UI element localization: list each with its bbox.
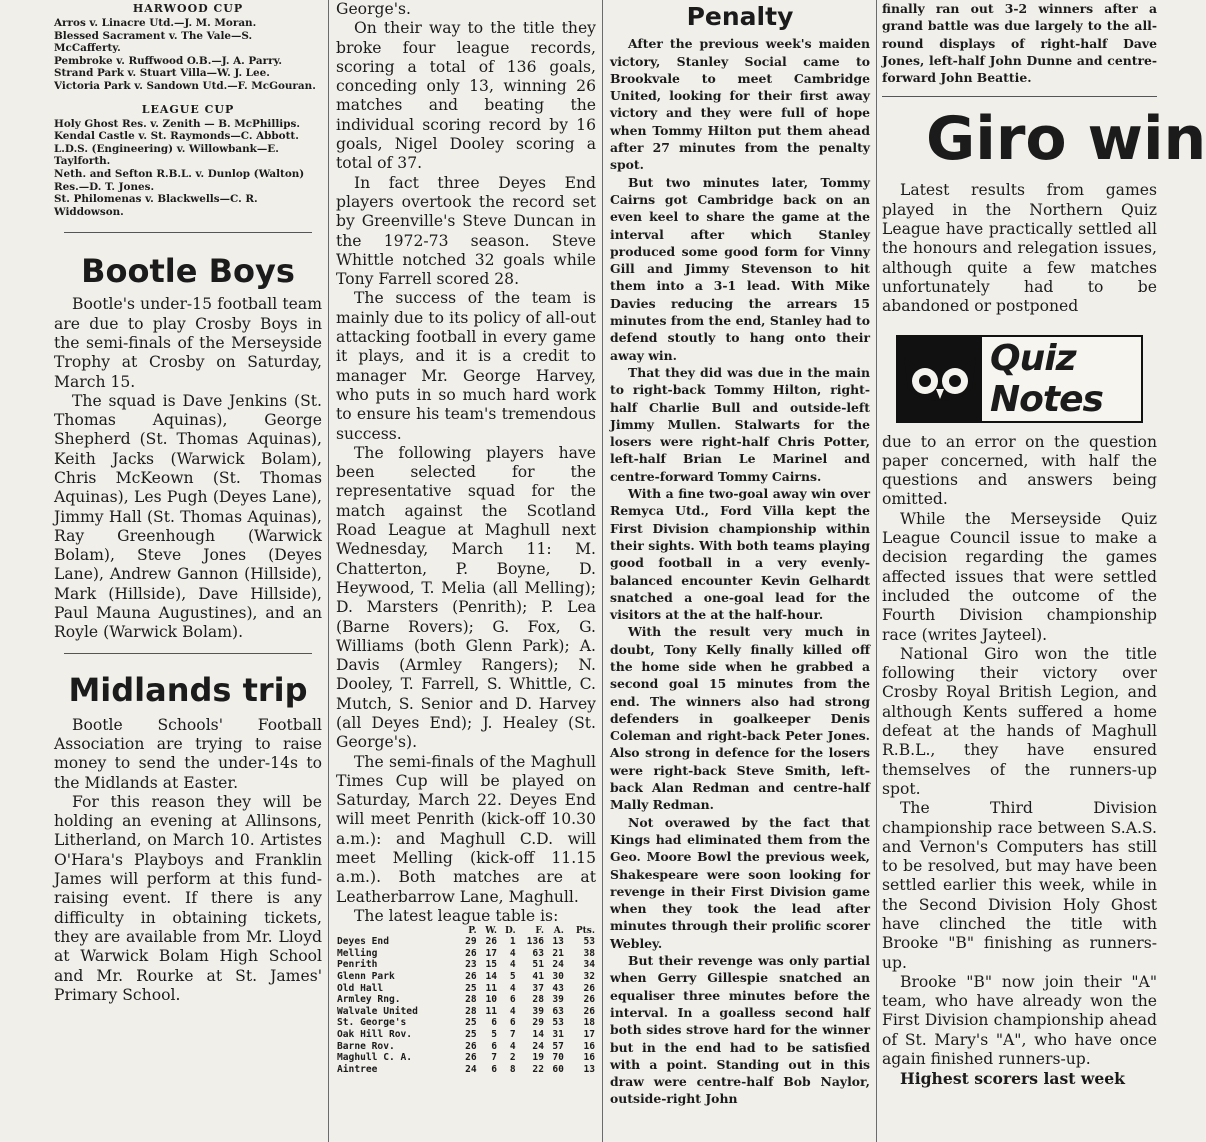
stat-cell: 53 — [583, 936, 595, 948]
article-paragraph: The success of the team is mainly due to its policy of all-out attacking football in every game it plays, and it is a credit to manager Mr. George Harvey, who puts in so much hard work to ensure his team's tremendous success. — [336, 289, 596, 443]
header-cell: D. — [504, 926, 516, 937]
league-table-header — [336, 926, 596, 936]
stat-cell: 7 — [491, 1052, 498, 1064]
stat-cell: 7 — [509, 1029, 516, 1040]
stat-cell: 43 — [552, 982, 564, 994]
league-table-row — [336, 994, 596, 1006]
header-cell: Pts. — [575, 926, 595, 937]
article-paragraph: Bootle's under-15 football team are due to play Crosby Boys in the semi-finals of the Merseyside Trophy at Crosby on Saturday, March 15. — [54, 295, 322, 391]
stat-cell: 4 — [509, 1005, 516, 1017]
stat-cell: 29 — [465, 936, 477, 948]
stat-cell: 24 — [552, 959, 564, 971]
midlands-trip-article — [54, 716, 322, 1005]
fixture-line: L.D.S. (Engineering) v. Willowbank—E. Taylforth. — [54, 142, 279, 168]
stat-cell: 41 — [532, 971, 544, 983]
fixture-line: Kendal Castle v. St. Raymonds—C. Abbott. — [54, 130, 299, 143]
stat-cell: 57 — [552, 1040, 564, 1052]
stat-cell: 26 — [465, 971, 477, 983]
league-cup-title: LEAGUE CUP — [141, 102, 235, 116]
article-paragraph: The squad is Dave Jenkins (St. Thomas Aquinas), George Shepherd (St. Thomas Aquinas), Keith Jacks (Warwick Bolam), Chris McKeown (St. Thomas Aquinas), Les Pugh (Deyes Lane), Jimmy Hall (St. Thomas Aquinas), Ray Greenhough (Warwick Bolam), Steve Jones (Deyes Lane), Andrew Gannon (Hillside), Mark (Hillside), Dave Hillside), Paul Mauna Augustines), and an Royle (Warwick Bolam). — [54, 391, 322, 642]
league-table-row — [336, 1029, 596, 1041]
stat-cell: 10 — [485, 994, 498, 1006]
stat-cell: 13 — [552, 936, 564, 948]
stat-cell: 1 — [509, 936, 516, 948]
stat-cell: 24 — [465, 1063, 477, 1075]
stat-cell: 15 — [485, 959, 498, 971]
stat-cell: 26 — [583, 994, 595, 1006]
divider — [64, 653, 312, 654]
deyes-end-article — [336, 0, 596, 926]
stat-cell: 39 — [552, 994, 564, 1006]
league-cup-fixtures — [54, 118, 322, 219]
stat-cell: 26 — [485, 936, 498, 948]
stat-cell: 19 — [532, 1052, 544, 1064]
penalty-article — [610, 35, 870, 1107]
stat-cell: 31 — [552, 1029, 564, 1040]
team-name-cell: Armley Rng. — [337, 994, 401, 1006]
stat-cell: 26 — [465, 947, 477, 959]
article-paragraph: But two minutes later, Tommy Cairns got Cambridge back on an even keel to share the game at the interval after which Stanley produced some good form for Vinny Gill and Jimmy Stevenson to hit them into a 3-1 lead. With Mike Davies reducing the arrears 15 minutes from the end, Stanley had to defend stoutly to hang onto their away win. — [610, 174, 870, 363]
stat-cell: 6 — [491, 1063, 498, 1075]
league-table-row — [336, 983, 596, 995]
stat-cell: 18 — [583, 1017, 595, 1029]
article-paragraph: National Giro won the title following their victory over Crosby Royal British Legion, and although Kents suffered a home defeat at the hands of Maghull R.B.L., they have ensured themselves of the runners-up spot. — [882, 644, 1157, 798]
stat-cell: 37 — [532, 982, 544, 994]
article-paragraph: finally ran out 3-2 winners after a grand battle was due largely to the all-round displays of right-half Dave Jones, left-half John Dunne and centre-forward John Beattie. — [882, 1, 1157, 86]
article-paragraph: Bootle Schools' Football Association are trying to raise money to send the under-14s to the Midlands at Easter. — [54, 715, 322, 792]
article-paragraph: Latest results from games played in the Northern Quiz League have practically settled all the honours and relegation issues, although quite a few matches unfortunately had to be abandoned or postponed — [882, 181, 1157, 316]
column-rule — [876, 0, 877, 1142]
article-paragraph: George's. — [336, 0, 411, 18]
giro-win-intro — [882, 181, 1157, 316]
fixture-line: Pembroke v. Ruffwood O.B.—J. A. Parry. — [54, 54, 283, 67]
stat-cell: 24 — [532, 1040, 544, 1052]
stat-cell: 23 — [465, 959, 477, 971]
stat-cell: 63 — [532, 947, 544, 959]
divider — [64, 232, 312, 233]
stat-cell: 28 — [532, 994, 544, 1006]
article-paragraph: The semi-finals of the Maghull Times Cup will be played on Saturday, March 22. Deyes End will meet Penrith (kick-off 10.30 a.m.): and Maghull C.D. will meet Melling (kick-off 11.15 a.m.). Both matches are at Leatherbarrow Lane, Maghull. — [336, 752, 596, 906]
header-cell: P. — [468, 926, 477, 937]
stat-cell: 60 — [552, 1063, 564, 1075]
team-name-cell: Oak Hill Rov. — [337, 1029, 413, 1040]
stat-cell: 8 — [509, 1063, 516, 1075]
article-paragraph: That they did was due in the main to right-back Tommy Hilton, right-half Charlie Bull and outside-left Jimmy Mullen. Stalwarts for the losers were right-half Chris Potter, left-half Brian Le Marinel and centre-forward Tommy Cairns. — [610, 364, 870, 484]
stat-cell: 17 — [485, 947, 498, 959]
header-cell: A. — [553, 926, 564, 937]
stat-cell: 4 — [509, 959, 516, 971]
stat-cell: 22 — [532, 1063, 544, 1075]
stat-cell: 38 — [583, 947, 595, 959]
stat-cell: 136 — [526, 936, 544, 948]
stat-cell: 5 — [491, 1029, 498, 1040]
fixture-line: Neth. and Sefton R.B.L. v. Dunlop (Walton) Res.—D. T. Jones. — [54, 167, 305, 193]
stat-cell: 6 — [491, 1040, 498, 1052]
stat-cell: 28 — [465, 994, 477, 1006]
midlands-trip-headline: Midlands trip — [68, 670, 308, 709]
stat-cell: 14 — [485, 971, 498, 983]
quiz-notes-logo — [896, 335, 1143, 423]
stat-cell: 53 — [552, 1017, 564, 1029]
stat-cell: 29 — [532, 1017, 544, 1029]
previous-article-tail — [882, 0, 1157, 86]
stat-cell: 4 — [509, 1040, 516, 1052]
article-paragraph: In fact three Deyes End players overtook the record set by Greenville's Steve Duncan in the 1972-73 season. Steve Whittle notched 32 goals while Tony Farrell scored 28. — [336, 173, 596, 289]
article-paragraph: Highest scorers last week — [900, 1069, 1125, 1089]
article-paragraph: With a fine two-goal away win over Remyca Utd., Ford Villa kept the First Division championship within their sights. With both teams playing good football in a very evenly-balanced encounter Kevin Gelhardt snatched a one-goal lead for the visitors at the at the half-hour. — [610, 486, 870, 623]
stat-cell: 39 — [532, 1005, 544, 1017]
stat-cell: 14 — [532, 1029, 544, 1040]
article-paragraph: The Third Division championship race between S.A.S. and Vernon's Computers has still to be resolved, but may have been settled earlier this week, while in the Second Division Holy Ghost have clinched the title with Brooke "B" finishing as runners-up. — [882, 799, 1157, 972]
stat-cell: 70 — [552, 1052, 564, 1064]
fixture-line: Victoria Park v. Sandown Utd.—F. McGouran. — [54, 79, 316, 92]
bootle-boys-article — [54, 295, 322, 642]
column-4 — [880, 0, 1206, 1089]
stat-cell: 21 — [552, 947, 564, 959]
article-paragraph: due to an error on the question paper concerned, with half the questions and answers being omitted. — [882, 432, 1157, 509]
league-table-body — [336, 936, 596, 1075]
league-table — [336, 926, 596, 1075]
stat-cell: 6 — [509, 1017, 516, 1029]
stat-cell: 2 — [509, 1052, 516, 1064]
team-name-cell: St. George's — [337, 1017, 407, 1029]
quiz-notes-article — [882, 433, 1157, 1089]
stat-cell: 17 — [583, 1029, 595, 1040]
article-paragraph: But their revenge was only partial when Gerry Gillespie snatched an equaliser three minutes before the interval. In a goalless second half both sides strove hard for the winner but in the end had to be satisfied with a point. Standing out in this draw were centre-half Bob Naylor, outside-right John — [610, 953, 870, 1107]
column-3 — [606, 0, 874, 1108]
stat-cell: 26 — [583, 1005, 595, 1017]
team-name-cell: Melling — [337, 947, 378, 959]
stat-cell: 25 — [465, 982, 477, 994]
article-paragraph: Brooke "B" now join their "A" team, who have already won the First Division championship ahead of St. Mary's "A", who have once again finished runners-up. — [882, 972, 1157, 1069]
stat-cell: 26 — [583, 982, 595, 994]
stat-cell: 11 — [485, 982, 498, 994]
stat-cell: 30 — [552, 971, 564, 983]
harwood-cup-fixtures — [54, 17, 322, 93]
stat-cell: 5 — [509, 971, 516, 983]
article-paragraph: After the previous week's maiden victory, Stanley Social came to Brookvale to meet Cambridge United, looking for their first away victory and they were full of hope when Tommy Hilton put them ahead after 27 minutes from the penalty spot. — [610, 36, 870, 173]
stat-cell: 16 — [583, 1040, 595, 1052]
divider — [882, 96, 1157, 97]
article-paragraph: Not overawed by the fact that Kings had eliminated them from the Geo. Moore Bowl the previous week, Shakespeare were soon looking for revenge in their First Division game when they took the lead after minutes through their prolific scorer Webley. — [610, 814, 870, 951]
header-cell: W. — [485, 926, 498, 937]
stat-cell: 16 — [583, 1052, 595, 1064]
column-2 — [332, 0, 600, 1075]
stat-cell: 26 — [465, 1040, 477, 1052]
team-name-cell: Walvale United — [337, 1005, 418, 1017]
league-table-row — [336, 936, 596, 948]
bootle-boys-headline: Bootle Boys — [81, 252, 295, 291]
league-table-row — [336, 1006, 596, 1018]
team-name-cell: Aintree — [337, 1063, 378, 1075]
league-table-row — [336, 959, 596, 971]
header-cell: F. — [535, 926, 544, 937]
penalty-headline: Penalty — [686, 2, 794, 31]
league-table-row — [336, 1064, 596, 1076]
team-name-cell: Old Hall — [337, 982, 384, 994]
stat-cell: 63 — [552, 1005, 564, 1017]
team-name-cell: Penrith — [337, 959, 378, 971]
stat-cell: 28 — [465, 1005, 477, 1017]
owl-icon — [898, 337, 982, 421]
article-paragraph: For this reason they will be holding an evening at Allinsons, Litherland, on March 10. Artistes O'Hara's Playboys and Franklin James will perform at this fund-raising event. If there is any difficulty in obtaining tickets, they are available from Mr. Lloyd at Warwick Bolam High School and Mr. Rourke at St. James' Primary School. — [54, 792, 322, 1004]
article-paragraph: The following players have been selected for the representative squad for the match against the Scotland Road League at Maghull next Wednesday, March 11: M. Chatterton, P. Boyne, D. Heywood, T. Melia (all Melling); D. Marsters (Penrith); P. Lea (Barne Rovers); G. Fox, G. Williams (both Glenn Park); A. Davis (Armley Rangers); N. Dooley, T. Farrell, S. Whittle, C. Mutch, S. Senior and D. Harvey (all Deyes End); J. Healey (St. George's). — [336, 443, 596, 752]
stat-cell: 13 — [583, 1063, 595, 1075]
stat-cell: 11 — [485, 1005, 498, 1017]
stat-cell: 6 — [491, 1017, 498, 1029]
fixture-line: Holy Ghost Res. v. Zenith — B. McPhillips. — [54, 117, 300, 130]
stat-cell: 4 — [509, 982, 516, 994]
article-paragraph: On their way to the title they broke four league records, scoring a total of 136 goals, conceding only 13, winning 26 matches and beating the individual scoring record by 16 goals, Nigel Dooley scoring a total of 37. — [336, 19, 596, 173]
league-table-row — [336, 1052, 596, 1064]
article-paragraph: While the Merseyside Quiz League Council issue to make a decision regarding the games affected issues that were settled included the outcome of the Fourth Division championship race (writes Jayteel). — [882, 509, 1157, 644]
column-rule — [328, 0, 329, 1142]
league-table-row — [336, 1017, 596, 1029]
stat-cell: 25 — [465, 1017, 477, 1029]
stat-cell: 51 — [532, 959, 544, 971]
column-1 — [50, 0, 326, 1005]
team-name-cell: Deyes End — [337, 936, 389, 948]
league-table-row — [336, 948, 596, 960]
article-paragraph: With the result very much in doubt, Tony Kelly finally killed off the home side when he grabbed a second goal 15 minutes from the end. The winners also had strong defenders in goalkeeper Denis Coleman and right-back Peter Jones. Also strong in defence for the losers were right-back Steve Smith, left-back Alan Redman and centre-half Mally Redman. — [610, 624, 870, 813]
stat-cell: 25 — [465, 1029, 477, 1040]
article-paragraph: The latest league table is: — [354, 906, 559, 925]
quiz-notes-title: Quiz Notes — [990, 337, 1103, 420]
fixture-line: Strand Park v. Stuart Villa—W. J. Lee. — [54, 67, 270, 80]
giro-win-headline: Giro win — [926, 104, 1206, 175]
harwood-cup-title: HARWOOD CUP — [132, 2, 244, 15]
stat-cell: 34 — [583, 959, 595, 971]
stat-cell: 4 — [509, 947, 516, 959]
column-rule — [602, 0, 603, 1142]
team-name-cell: Glenn Park — [337, 971, 395, 983]
stat-cell: 26 — [465, 1052, 477, 1064]
fixture-line: St. Philomenas v. Blackwells—C. R. Widdowson. — [54, 193, 258, 218]
fixture-line: Blessed Sacrament v. The Vale—S. McCafferty. — [54, 29, 253, 55]
league-table-row — [336, 971, 596, 983]
team-name-cell: Barne Rov. — [337, 1040, 395, 1052]
stat-cell: 6 — [509, 994, 516, 1006]
stat-cell: 32 — [583, 971, 595, 983]
fixture-line: Arros v. Linacre Utd.—J. M. Moran. — [54, 17, 257, 29]
team-name-cell: Maghull C. A. — [337, 1052, 413, 1064]
league-table-row — [336, 1041, 596, 1053]
